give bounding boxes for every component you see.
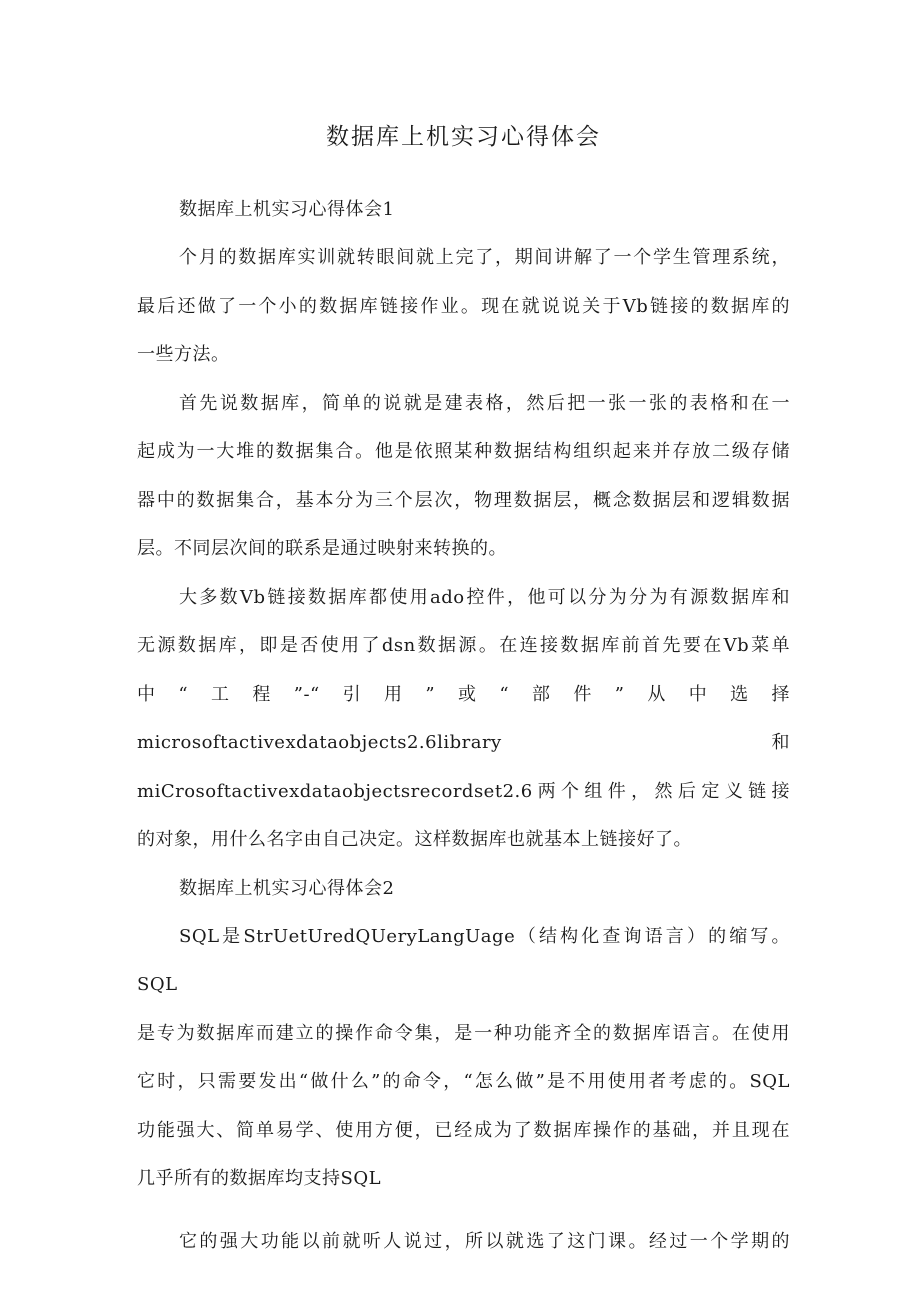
paragraph-line: 它时，只需要发出“做什么”的命令，“怎么做”是不用使用者考虑的。SQL [137, 1071, 790, 1092]
paragraph-line: 的对象，用什么名字由自己决定。这样数据库也就基本上链接好了。 [137, 829, 692, 850]
paragraph-line: 功能强大、简单易学、使用方便，已经成为了数据库操作的基础，并且现在 [137, 1119, 790, 1141]
paragraph-line: 层。不同层次间的联系是通过映射来转换的。 [137, 538, 507, 559]
paragraph-5 [137, 1218, 790, 1267]
paragraph-line: 最后还做了一个小的数据库链接作业。现在就说说关于Vb链接的数据库的 [137, 295, 790, 317]
paragraph-line: 首先说数据库，简单的说就是建表格，然后把一张一张的表格和在一 [179, 392, 790, 414]
paragraph-2 [137, 380, 790, 574]
paragraph-line: 无源数据库，即是否使用了dsn数据源。在连接数据库前首先要在Vb菜单 [137, 635, 790, 656]
paragraph-line: 它的强大功能以前就听人说过，所以就选了这门课。经过一个学期的 [179, 1230, 790, 1252]
paragraph-3 [137, 574, 790, 865]
paragraph-line: 中“工程”-“引用”或“部件”从中选择 [137, 683, 790, 705]
paragraph-line: 器中的数据集合，基本分为三个层次，物理数据层，概念数据层和逻辑数据 [137, 489, 790, 511]
document-page [137, 112, 790, 1266]
paragraph-4 [137, 913, 790, 1204]
paragraph-line: miCrosoftactivexdataobjectsrecordset2.6两个组件，然后定义链接 [137, 780, 790, 802]
paragraph-line: 一些方法。 [137, 344, 230, 365]
paragraph-line: 个月的数据库实训就转眼间就上完了，期间讲解了一个学生管理系统， [179, 247, 790, 268]
paragraph-line: 是专为数据库而建立的操作命令集，是一种功能齐全的数据库语言。在使用 [137, 1022, 790, 1044]
document-title: 数据库上机实习心得体会 [326, 124, 601, 150]
paragraph-line: 大多数Vb链接数据库都使用ado控件，他可以分为分为有源数据库和 [179, 586, 790, 608]
paragraph-line: 几乎所有的数据库均支持SQL [137, 1168, 382, 1189]
paragraph-1 [137, 234, 790, 380]
paragraph-line: 起成为一大堆的数据集合。他是依照某种数据结构组织起来并存放二级存储 [137, 441, 790, 462]
paragraph-line: microsoftactivexdataobjects2.6library 和 [137, 732, 790, 753]
paragraph-line: SQL是StrUetUredQUeryLangUage（结构化查询语言）的缩写。SQL [137, 925, 790, 995]
section-heading-2: 数据库上机实习心得体会2 [179, 877, 395, 899]
section-heading-1: 数据库上机实习心得体会1 [179, 199, 395, 220]
